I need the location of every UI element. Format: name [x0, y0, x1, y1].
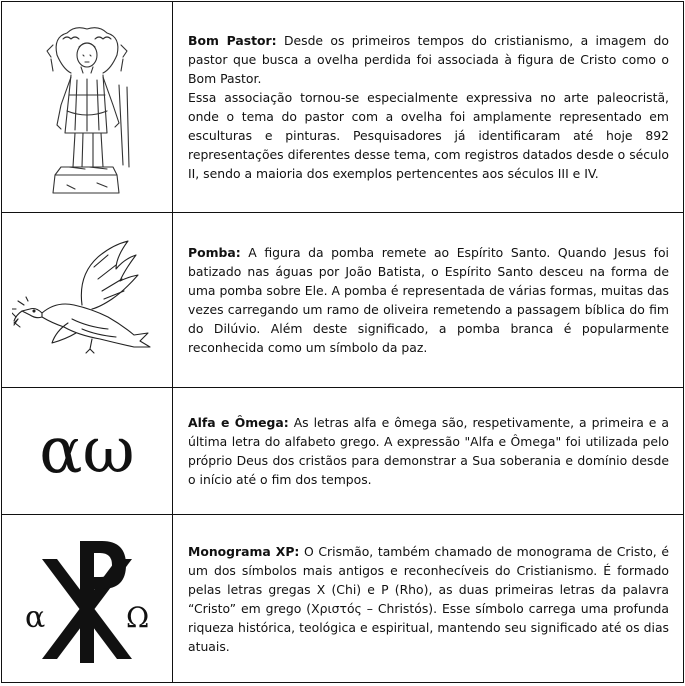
table-row [2, 213, 684, 388]
symbol-title: Pomba: [188, 245, 241, 260]
image-cell [2, 388, 173, 515]
table-row [2, 388, 684, 515]
symbol-description: As letras alfa e ômega são, respetivamente, a primeira e a última letra do alfabeto grego. A expressão "Alfa e Ômega" foi utilizada pelo próprio Deus dos cristãos para demonstrar a Sua soberania e domínio desde o início até o fim dos tempos. [188, 415, 669, 487]
alpha-omega-icon: αω [39, 414, 135, 488]
table-row [2, 2, 684, 213]
text-cell [173, 388, 684, 515]
symbol-title: Bom Pastor: [188, 33, 277, 48]
good-shepherd-statue-icon [27, 15, 147, 200]
symbols-table [1, 1, 684, 683]
paragraph [188, 542, 669, 656]
alpha-letter: α [25, 599, 46, 635]
omega-letter: Ω [126, 600, 150, 634]
image-cell [2, 213, 173, 388]
text-cell [173, 2, 684, 213]
symbol-description: O Crismão, também chamado de monograma de Cristo, é um dos símbolos mais antigos e reconhecíveis do Cristianismo. É formado pelas letras gregas X (Chi) e P (Rho), as duas primeiras letras da palavra “Cristo” em grego (Χριστός – Christós). Esse símbolo carrega uma profunda riqueza histórica, teológica e espiritual, mantendo seu significado até os dias atuais. [188, 543, 669, 654]
symbol-description: Desde os primeiros tempos do cristianismo, a imagem do pastor que busca a ovelha perdida foi associada à figura de Cristo como o Bom Pastor. [188, 33, 669, 86]
symbol-description: A figura da pomba remete ao Espírito Santo. Quando Jesus foi batizado nas águas por João Batista, o Espírito Santo desceu na forma de uma pomba sobre Ele. A pomba é representada de várias formas, muitas das vezes carregando um ramo de oliveira remetendo a passagem bíblica do fim do Dilúvio. Além deste significado, a pomba branca é popularmente reconhecida como um símbolo da paz. [188, 245, 669, 355]
symbol-title: Alfa e Ômega: [188, 415, 289, 430]
chi-rho-icon [12, 529, 162, 669]
symbol-title: Monograma XP: [188, 543, 300, 559]
paragraph [188, 243, 669, 357]
paragraph: Essa associação tornou-se especialmente expressiva no arte paleocristã, onde o tema do pastor com a ovelha foi amplamente representado em esculturas e pinturas. Pesquisadores já identificaram até hoje 892 representações diferentes desse tema, com registros datados desde o século II, sendo a maioria dos exemplos pertencentes aos séculos III e IV. [188, 90, 669, 181]
dove-icon [12, 235, 162, 365]
text-cell [173, 213, 684, 388]
text-cell [173, 515, 684, 683]
paragraph [188, 31, 669, 88]
table-row [2, 515, 684, 683]
paragraph [188, 413, 669, 489]
image-cell [2, 2, 173, 213]
image-cell [2, 515, 173, 683]
